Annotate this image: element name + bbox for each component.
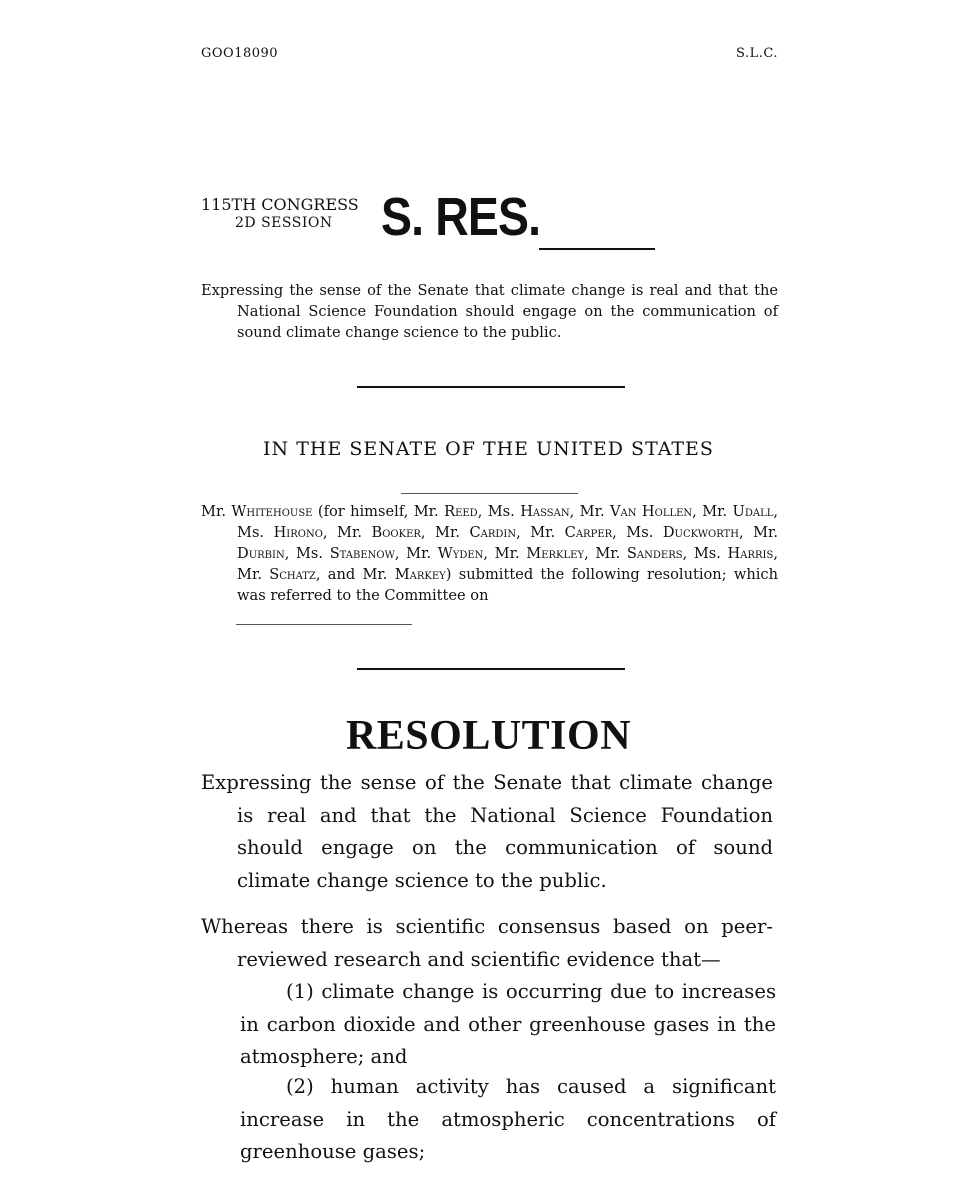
committee-blank-rule [236, 624, 412, 625]
whereas-item: (1) climate change is occurring due to increases in carbon dioxide and other greenhouse gases in the atmosphere; and [240, 980, 776, 1068]
cosponsor-name: Hassan [520, 503, 570, 520]
document-id: GOO18090 [201, 46, 279, 61]
cosponsor-name: Hirono [273, 524, 323, 541]
cosponsor-name: Stabenow [329, 545, 395, 562]
resolution-heading: RESOLUTION [345, 713, 632, 759]
short-title: Expressing the sense of the Senate that climate change is real and that the National Science Foundation should engage on the communication of sound climate change science to the public. [201, 282, 778, 341]
session-label: 2D SESSION [235, 215, 333, 231]
divider-rule [357, 386, 625, 388]
cosponsor-name: Schatz [269, 566, 316, 583]
office-code: S.L.C. [736, 46, 778, 61]
congress-label: 115TH CONGRESS [201, 195, 359, 214]
measure-number-blank [539, 248, 655, 250]
cosponsor-name: Udall [732, 503, 774, 520]
cosponsor-name: Duckworth [662, 524, 739, 541]
whereas-item: (2) human activity has caused a significant increase in the atmospheric concentrations of greenhouse gases; [240, 1075, 776, 1163]
whereas-clause: Whereas there is scientific consensus based on peer-reviewed research and scientific evidence that— [201, 915, 773, 971]
cosponsor-name: Booker [371, 524, 421, 541]
cosponsor-name: Wyden [437, 545, 484, 562]
cosponsor-name: Reed [444, 503, 478, 520]
sponsor-name: Whitehouse [231, 503, 313, 520]
measure-designation: S. RES. [381, 187, 541, 247]
cosponsor-name: Markey [394, 566, 446, 583]
sponsors-paragraph: Mr. Whitehouse (for himself, Mr. Reed, Ms. Hassan, Mr. Van Hollen, Mr. Udall, Ms. Hirono, Mr. Booker, Mr. Cardin, Mr. Carper, Ms. Duckworth, Mr. Durbin, Ms. Stabenow, Mr. Wyden, Mr. Merkley, Mr. Sanders, Ms. Harris, Mr. Schatz, and Mr. Markey) submitted the following resolution; which was referred to the Committee on [201, 503, 779, 604]
cosponsor-name: Cardin [469, 524, 517, 541]
cosponsor-name: Sanders [626, 545, 683, 562]
cosponsor-name: Harris [727, 545, 774, 562]
chamber-heading: IN THE SENATE OF THE UNITED STATES [263, 438, 714, 460]
cosponsor-name: Carper [564, 524, 613, 541]
date-blank-rule [401, 493, 578, 494]
cosponsor-name: Merkley [526, 545, 585, 562]
resolution-title: Expressing the sense of the Senate that climate change is real and that the National Science Foundation should engage on the communication of sound climate change science to the public. [201, 771, 773, 892]
cosponsor-name: Van Hollen [610, 503, 693, 520]
cosponsor-name: Durbin [237, 545, 285, 562]
divider-rule [357, 668, 625, 670]
